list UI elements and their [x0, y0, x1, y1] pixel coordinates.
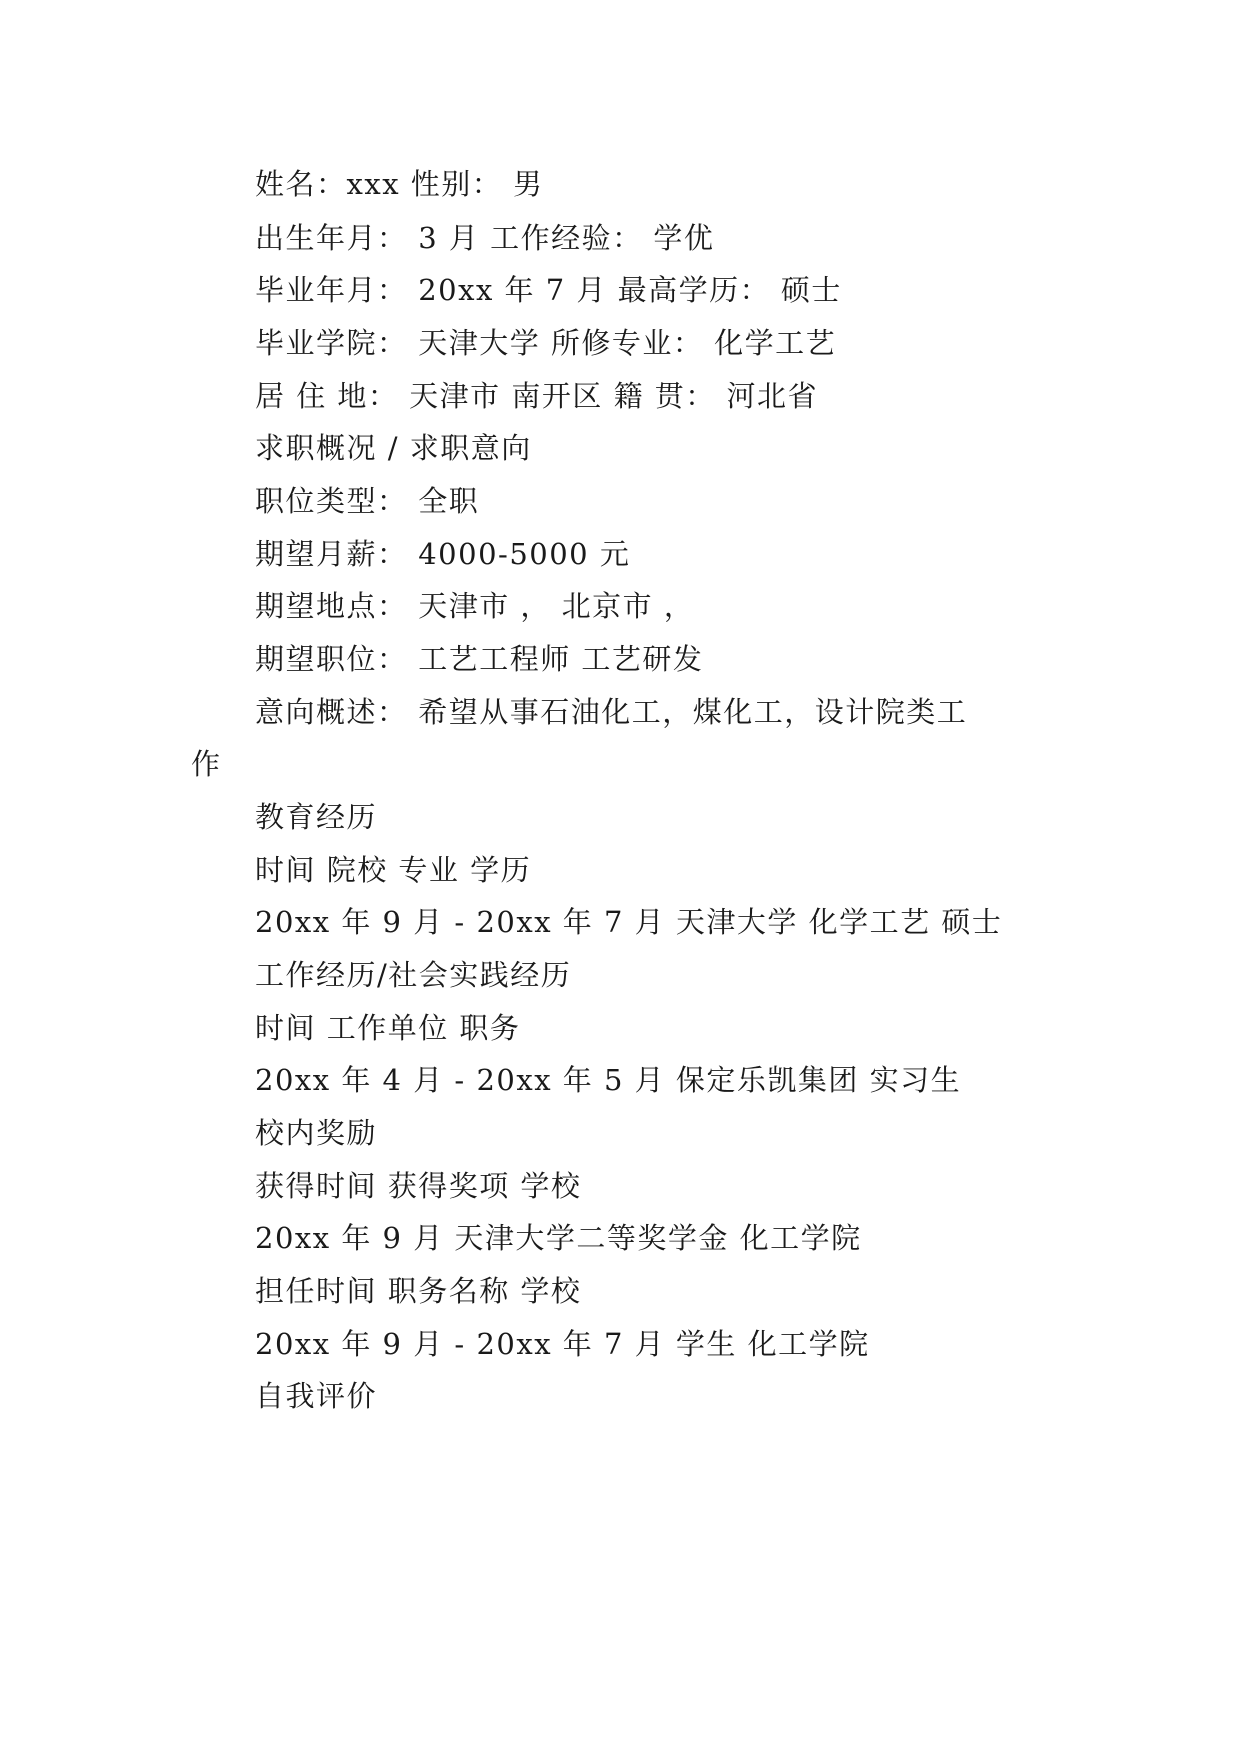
section-work-experience: 工作经历/社会实践经历 [255, 958, 572, 992]
line-expected-location: 期望地点： 天津市 ， 北京市 ， [255, 589, 695, 623]
positions-header: 担任时间 职务名称 学校 [255, 1274, 582, 1308]
positions-row: 20xx 年 9 月 - 20xx 年 7 月 学生 化工学院 [255, 1327, 870, 1361]
section-self-evaluation: 自我评价 [255, 1379, 378, 1413]
line-graduation-degree: 毕业年月： 20xx 年 7 月 最高学历： 硕士 [255, 273, 842, 307]
line-school-major: 毕业学院： 天津大学 所修专业： 化学工艺 [255, 326, 837, 360]
education-header: 时间 院校 专业 学历 [255, 853, 532, 887]
section-education: 教育经历 [255, 800, 378, 834]
line-intention-summary: 意向概述： 希望从事石油化工，煤化工，设计院类工 [255, 695, 968, 729]
line-residence-origin: 居 住 地： 天津市 南开区 籍 贯： 河北省 [255, 379, 819, 413]
line-birth-experience: 出生年月： 3 月 工作经验： 学优 [255, 221, 715, 255]
line-expected-position: 期望职位： 工艺工程师 工艺研发 [255, 642, 704, 676]
work-header: 时间 工作单位 职务 [255, 1011, 521, 1045]
line-job-type: 职位类型： 全职 [255, 484, 480, 518]
line-expected-salary: 期望月薪： 4000-5000 元 [255, 537, 631, 571]
section-job-intention: 求职概况 / 求职意向 [255, 431, 532, 465]
awards-header: 获得时间 获得奖项 学校 [255, 1169, 582, 1203]
line-name-gender: 姓名：xxx 性别： 男 [255, 167, 544, 201]
work-row: 20xx 年 4 月 - 20xx 年 5 月 保定乐凯集团 实习生 [255, 1063, 962, 1097]
awards-row: 20xx 年 9 月 天津大学二等奖学金 化工学院 [255, 1221, 862, 1255]
education-row: 20xx 年 9 月 - 20xx 年 7 月 天津大学 化学工艺 硕士 [255, 905, 1003, 939]
line-intention-summary-wrap: 作 [191, 747, 222, 781]
section-awards: 校内奖励 [255, 1116, 378, 1150]
